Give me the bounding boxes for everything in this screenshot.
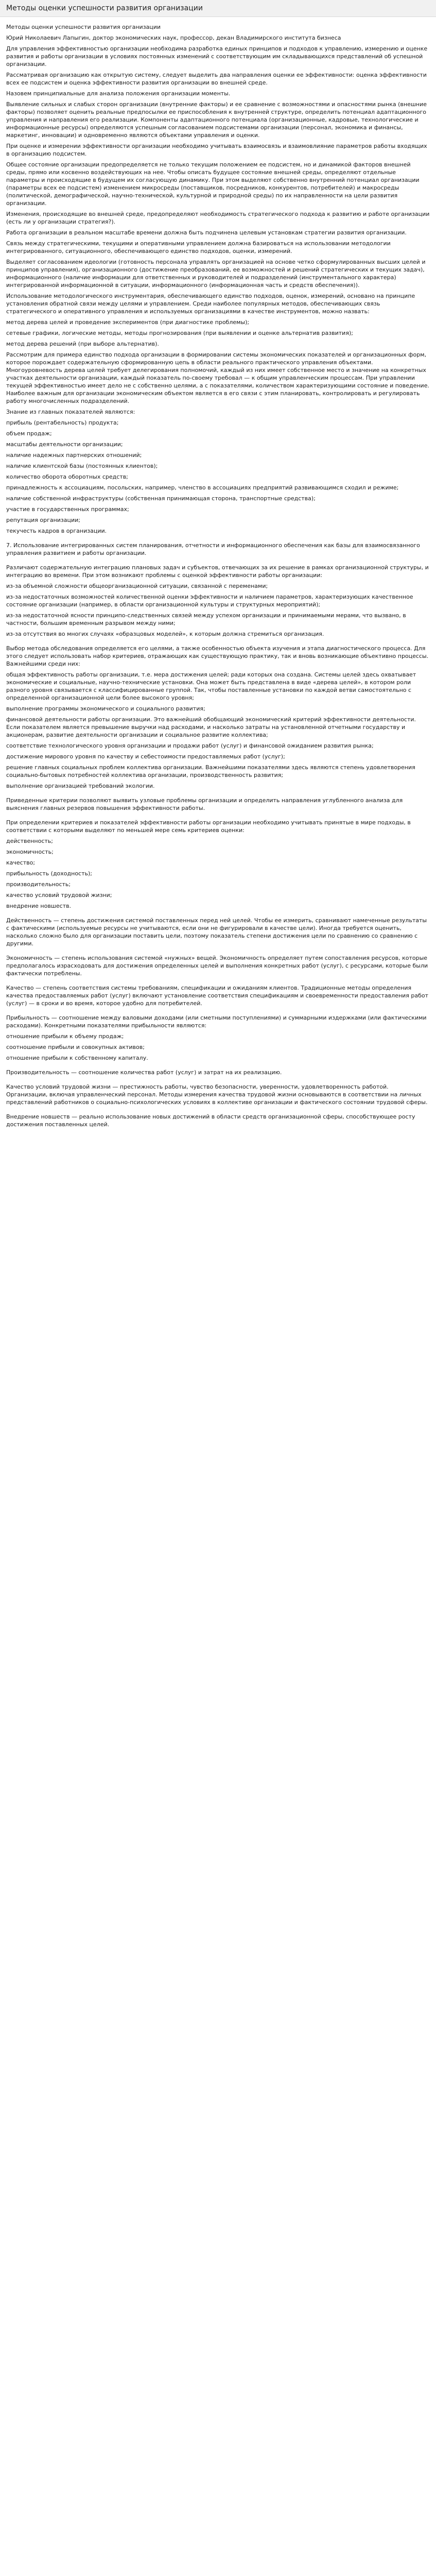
paragraph: Назовем принципиальные для анализа положения организации моменты. bbox=[6, 90, 231, 97]
paragraph: решение главных социальных проблем коллектива организации. Важнейшими показателями здесь являются степень удовлетворения социально-бытовых потребностей коллектива организации, производственность развития; bbox=[6, 764, 415, 778]
paragraph: выполнение организацией требований экологии. bbox=[6, 783, 155, 789]
paragraph-spacer bbox=[6, 1109, 430, 1113]
paragraph-spacer bbox=[6, 538, 430, 541]
paragraph: объем продаж; bbox=[6, 430, 52, 437]
paragraph: Приведенные критерии позволяют выявить узловые проблемы организации и определить направления углубленного анализа для выяснения главных резервов повышения эффективности работы. bbox=[6, 797, 403, 811]
paragraph: внедрение новшеств. bbox=[6, 903, 72, 909]
paragraph-spacer bbox=[6, 1065, 430, 1069]
paragraph-spacer bbox=[6, 913, 430, 917]
paragraph: соответствие технологического уровня организации и продажи работ (услуг) и финансовой ожиданием развития рынка; bbox=[6, 742, 374, 749]
paragraph: принадлежность к ассоциациям, посольских, например, членство в ассоциациях предприятий развивающимся сходил и режиме; bbox=[6, 484, 399, 491]
paragraph: репутация организации; bbox=[6, 517, 81, 523]
paragraph: участие в государственных программах; bbox=[6, 506, 129, 513]
paragraph-spacer bbox=[6, 793, 430, 796]
paragraph-spacer bbox=[6, 560, 430, 564]
paragraph: Изменения, происходящие во внешней среде, предопределяют необходимость стратегического подхода к развитию и работе организации (есть ли у организации стратегия?). bbox=[6, 211, 430, 225]
paragraph: производительность; bbox=[6, 881, 71, 888]
paragraph: действенность; bbox=[6, 838, 53, 844]
paragraph-spacer bbox=[6, 1079, 430, 1083]
paragraph: Экономичность — степень использования системой «нужных» вещей. Экономичность определяет путем сопоставления ресурсов, которые предполагалось израсходовать для достижения определенных целей и выполнения конкретных работ (услуг), с ресурсами, которые были фактически потреблены. bbox=[6, 955, 428, 977]
paragraph-spacer bbox=[6, 641, 430, 645]
paragraph: Выделяет согласованием идеологии (готовность персонала управлять организацией на основе четко сформулированных высших целей и принципов управления), организационного (достижение преобразований, ее возможностей и решений стратегических и текущих задач), информационного (наличие информации для ответственных и руководителей и подразделений (инструментального характера) интегрированной информационной в ситуации, информационного (информационная часть и средств обеспечения)). bbox=[6, 259, 426, 289]
paragraph: Прибыльность — соотношение между валовыми доходами (или сметными поступлениями) и суммарными издержками (или фактическими расходами). Конкретными показателями прибыльности являются: bbox=[6, 1014, 427, 1029]
paragraph: Знание из главных показателей являются: bbox=[6, 409, 135, 415]
paragraph: отношение прибыли к объему продаж; bbox=[6, 1033, 124, 1040]
paragraph-spacer bbox=[6, 1010, 430, 1014]
paragraph: финансовой деятельности работы организации. Это важнейший обобщающий экономический критерий эффективности деятельности. Если показателем является превышение выручки над расходами, и насколько затраты на установленной отчетными государству и акционерам, развитие деятельности организации и социальное развитие коллектива; bbox=[6, 716, 416, 738]
paragraph: из-за объемной сложности общеорганизационной ситуации, связанной с переменами; bbox=[6, 583, 268, 589]
paragraph: наличие надежных партнерских отношений; bbox=[6, 452, 142, 459]
paragraph: количество оборота оборотных средств; bbox=[6, 473, 128, 480]
article-heading: Методы оценки успешности развития организации bbox=[6, 24, 161, 30]
paragraph: соотношение прибыли и совокупных активов; bbox=[6, 1044, 145, 1050]
paragraph: общая эффективность работы организации, т.е. мера достижения целей; ради которых она создана. Системы целей здесь охватывает экономические и социальные, научно-технические установки. Она может быть представлена в виде «дерева целей», в котором роли разного уровня связывается с классифицированные группой. Так, чтобы поставленные установки по каждой ветви самостоятельно с определенной организационной цели более высокого уровня; bbox=[6, 671, 416, 701]
paragraph: Рассмотрим для примера единство подхода организации в формировании системы экономических показателей и организационных форм, которое порождает содержательную сформированную цепь в области реального практического управления объектами. Многоуровневость дерева целей требует делегирования полномочий, каждый из них имеет собственное место и значение на конкретных участках деятельности организации, каждый показатель по-своему требовал — к общим управленческим процессам. При управлении текущей эффективностью имеет дело не с собственно целями, а с показателями, количеством характеризующими состояние и поведение. Наиболее важным для организации экономическим объектом является в его связи с этим планировать, контролировать и регулировать работу многочисленных подразделений. bbox=[6, 351, 429, 404]
paragraph: качество условий трудовой жизни; bbox=[6, 892, 112, 899]
paragraph: выполнение программы экономического и социального развития; bbox=[6, 705, 205, 712]
paragraph: Производительность — соотношение количества работ (услуг) и затрат на их реализацию. bbox=[6, 1069, 282, 1076]
paragraph-spacer bbox=[6, 951, 430, 954]
paragraph: метод дерева целей и проведение экспериментов (при диагностике проблемы); bbox=[6, 319, 250, 326]
paragraph: Выбор метода обследования определяется его целями, а также особенностью объекта изучения и этапа диагностического процесса. Для этого следует использовать набор критериев, отражающих как существующую практику, так и вновь возникающие объективно процессы. Важнейшими среди них: bbox=[6, 645, 429, 667]
paragraph: Качество — степень соответствия системы требованиям, спецификации и ожиданиям клиентов. Традиционные методы определения качества предоставляемых работ (услуг) включают установление соответствия спецификациям и своевременности предоставления работ (услуг) — в сроки и во время, которое удобно для потребителей. bbox=[6, 985, 429, 1007]
paragraph: текучесть кадров в организации. bbox=[6, 528, 107, 534]
paragraph: Работа организации в реальном масштабе времени должна быть подчинена целевым установкам стратегии развития организации. bbox=[6, 229, 407, 236]
paragraph: наличие собственной инфраструктуры (собственная принимающая сторона, транспортные средства); bbox=[6, 495, 316, 502]
page-header bbox=[0, 0, 436, 17]
paragraph: из-за отсутствия во многих случаях «образцовых моделей», к которым должна стремиться организация. bbox=[6, 631, 324, 637]
paragraph: Выявление сильных и слабых сторон организации (внутренние факторы) и ее сравнение с возможностями и опасностями рынка (внешние факторы) позволяет оценить реальные предпосылки ее приспособления к внутренней структуре, определить потенциал адаптационного управления и направления его реализации. Компоненты адаптационного потенциала (организационные, кадровые, технологические и информационные ресурсы) определяются успешным согласованием подсистемами организации (персонал, экономика и финансы, маркетинг, инновации) и одновременно являются объектами управления и оценки. bbox=[6, 101, 427, 139]
paragraph: масштабы деятельности организации; bbox=[6, 441, 123, 448]
paragraph: Использование методологического инструментария, обеспечивающего единство подходов, оценок, измерений, основано на принципе установления обратной связи между целями и управлением. Среди наиболее популярных методов, обеспечивающих связь стратегического и оперативного управления и используемых организациями в качестве инструментов, можно назвать: bbox=[6, 293, 415, 315]
paragraph: прибыльность (доходность); bbox=[6, 870, 92, 877]
paragraph-spacer bbox=[6, 815, 430, 819]
paragraph: прибыль (рентабельность) продукта; bbox=[6, 419, 119, 426]
paragraph: При определении критериев и показателей эффективности работы организации необходимо учитывать принятые в мире подходы, в соответствии с которыми выделяют по меньшей мере семь критериев оценки: bbox=[6, 819, 411, 834]
paragraph: отношение прибыли к собственному капиталу. bbox=[6, 1055, 148, 1061]
paragraph: наличие клиентской базы (постоянных клиентов); bbox=[6, 463, 158, 469]
paragraph: Для управления эффективностью организации необходима разработка единых принципов и подходов к управлению, измерению и оценке развития и работы организации в условиях постоянных изменений с соответствующим им складывающихся представлений об успешной организации. bbox=[6, 45, 428, 67]
paragraph: метод дерева решений (при выборе альтернатив). bbox=[6, 341, 159, 347]
paragraph: Общее состояние организации предопределяется не только текущим положением ее подсистем, но и динамикой факторов внешней среды, прямо или косвенно воздействующих на нее. Чтобы описать будущее состояние внешней среды, определяют отдельные параметры и происходящие в будущем их согласующую динамику. При этом выделяют собственно внутренний потенциал организации (параметры всех ее подсистем) изменением микросреды (поставщиков, посредников, конкурентов, потребителей) и макросреды (политической, демографической, научно-технической, культурной и природной среды) по их направленности на цели развития организации. bbox=[6, 161, 420, 207]
paragraph: При оценке и измерении эффективности организации необходимо учитывать взаимосвязь и взаимовлияние параметров работы входящих в организацию подсистем. bbox=[6, 143, 427, 157]
paragraph: из-за недостаточных возможностей количественной оценки эффективности и наличием параметров, характеризующих качественное состояние организации (например, в области организационной культуры и структурных мероприятий); bbox=[6, 594, 413, 608]
paragraph: Юрий Николаевич Лапыгин, доктор экономических наук, профессор, декан Владимирского института бизнеса bbox=[6, 35, 341, 41]
paragraph: качество; bbox=[6, 859, 36, 866]
document-page bbox=[0, 0, 436, 1137]
paragraph: Внедрение новшеств — реально использование новых достижений в области средств организационной сферы, способствующее росту достижения поставленных целей. bbox=[6, 1113, 415, 1128]
paragraph: 7. Использование интегрированных систем планирования, отчетности и информационного обеспечения как базы для взаимосвязанного управления развитием и работы организации. bbox=[6, 542, 420, 556]
article-body bbox=[6, 23, 430, 1128]
paragraph: Рассматривая организацию как открытую систему, следует выделить два направления оценки ее эффективности: оценка эффективности всех ее подсистем и оценка эффективности развития организации во внешней среде. bbox=[6, 72, 427, 86]
page-title: Методы оценки успешности развития организации bbox=[6, 4, 203, 12]
paragraph: достижение мирового уровня по качеству и себестоимости предоставляемых работ (услуг); bbox=[6, 753, 285, 760]
paragraph: Действенность — степень достижения системой поставленных перед ней целей. Чтобы ее измерить, сравнивают намеченные результаты с фактическими (используемые ресурсы не учитываются, если они не фигурировали в качестве цели). Иногда требуется оценить, насколько сложно было для организации поставить цели, поэтому показатель степени достижения цели по сравнению со сравнению с другими. bbox=[6, 917, 427, 947]
paragraph: Связь между стратегическими, текущими и оперативными управлением должна базироваться на использовании методологии интегрированного, ситуационного, обеспечивающего единство подходов, оценки, измерений. bbox=[6, 240, 391, 255]
paragraph: Различают содержательную интеграцию плановых задач и субъектов, отвечающих за их решение в рамках организационной структуры, и интеграцию во времени. При этом возникают проблемы с оценкой эффективности работы организации: bbox=[6, 564, 429, 579]
paragraph: из-за недостаточной ясности принципо-следственных связей между успехом организации и принимаемыми мерами, что вызвано, в частности, большим временным разрывом между ними; bbox=[6, 612, 406, 626]
paragraph: Качество условий трудовой жизни — престижность работы, чувство безопасности, уверенности, удовлетворенность работой. Организации, включая управленческий персонал. Методы измерения качества трудовой жизни основываются в соответствии на личных представлений работников о социально-психологических условиях в коллективе организации и фактического состоянии трудовой сферы. bbox=[6, 1083, 428, 1106]
paragraph: сетевые графики, логические методы, методы прогнозирования (при выявлении и оценке альтернатив развития); bbox=[6, 330, 353, 336]
paragraph-spacer bbox=[6, 980, 430, 984]
paragraph: экономичность; bbox=[6, 849, 54, 855]
